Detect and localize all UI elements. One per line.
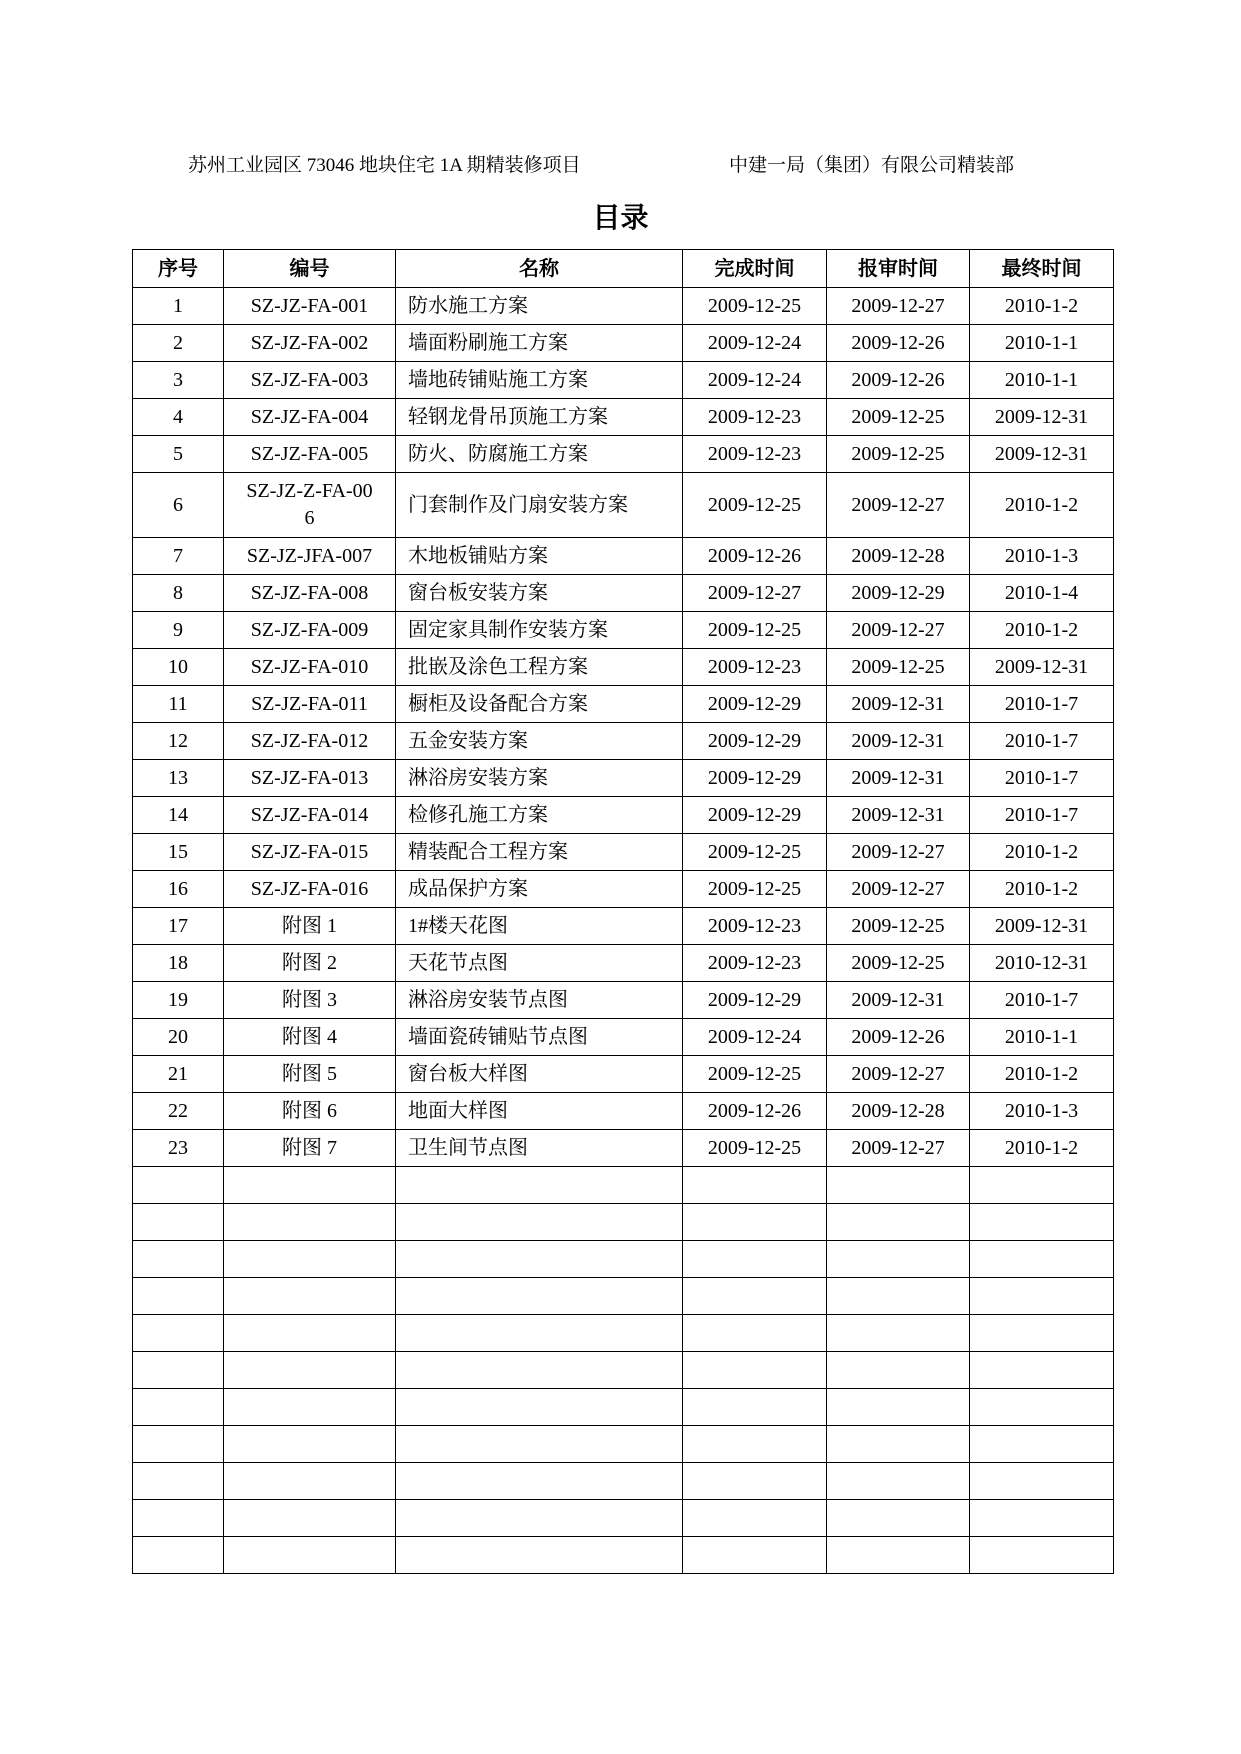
- cell-final: 2010-1-3: [970, 1093, 1114, 1130]
- cell-code: [224, 1093, 396, 1130]
- table-row: [133, 362, 1114, 399]
- header-company: 中建一局（集团）有限公司精装部: [729, 155, 1015, 176]
- blank-row: [133, 1537, 1114, 1574]
- cell-done: 2009-12-23: [683, 908, 827, 945]
- cell-code-text: 附图 4: [282, 1025, 337, 1048]
- cell-review: 2009-12-28: [827, 1093, 970, 1130]
- cell-code: [224, 575, 396, 612]
- table-row: [133, 649, 1114, 686]
- cell-code-text: SZ-JZ-FA-011: [251, 692, 368, 715]
- table-row: [133, 982, 1114, 1019]
- cell-review: 2009-12-31: [827, 686, 970, 723]
- blank-cell: [683, 1426, 827, 1463]
- blank-cell: [827, 1278, 970, 1315]
- blank-cell: [396, 1204, 683, 1241]
- table-row: [133, 1056, 1114, 1093]
- cell-review: 2009-12-27: [827, 473, 970, 538]
- cell-no: 9: [133, 612, 224, 649]
- column-header-no: 序号: [133, 250, 224, 288]
- cell-name: 橱柜及设备配合方案: [396, 686, 683, 723]
- cell-review: 2009-12-28: [827, 538, 970, 575]
- blank-cell: [970, 1241, 1114, 1278]
- cell-no: 18: [133, 945, 224, 982]
- cell-name: 固定家具制作安装方案: [396, 612, 683, 649]
- cell-review: 2009-12-27: [827, 1056, 970, 1093]
- table-row: [133, 436, 1114, 473]
- blank-cell: [970, 1315, 1114, 1352]
- blank-cell: [970, 1537, 1114, 1574]
- blank-cell: [827, 1315, 970, 1352]
- cell-final: 2009-12-31: [970, 436, 1114, 473]
- cell-review: 2009-12-31: [827, 797, 970, 834]
- blank-cell: [827, 1241, 970, 1278]
- cell-code: [224, 908, 396, 945]
- cell-name: 地面大样图: [396, 1093, 683, 1130]
- cell-code: [224, 473, 396, 538]
- cell-final: 2010-1-1: [970, 362, 1114, 399]
- cell-done: 2009-12-26: [683, 538, 827, 575]
- table-row: [133, 1019, 1114, 1056]
- blank-cell: [970, 1352, 1114, 1389]
- cell-review: 2009-12-25: [827, 399, 970, 436]
- cell-code-text: SZ-JZ-FA-010: [250, 655, 369, 678]
- blank-cell: [970, 1167, 1114, 1204]
- table-row: [133, 612, 1114, 649]
- blank-cell: [970, 1389, 1114, 1426]
- cell-code-text: SZ-JZ-FA-001: [250, 294, 369, 317]
- cell-name: 检修孔施工方案: [396, 797, 683, 834]
- blank-cell: [970, 1204, 1114, 1241]
- cell-code: [224, 436, 396, 473]
- blank-cell: [396, 1389, 683, 1426]
- cell-review: 2009-12-26: [827, 325, 970, 362]
- blank-cell: [133, 1389, 224, 1426]
- cell-done: 2009-12-23: [683, 649, 827, 686]
- table-row: [133, 797, 1114, 834]
- cell-name: 成品保护方案: [396, 871, 683, 908]
- cell-name: 卫生间节点图: [396, 1130, 683, 1167]
- blank-cell: [133, 1241, 224, 1278]
- cell-code: [224, 834, 396, 871]
- table-row: [133, 686, 1114, 723]
- cell-code-text: SZ-JZ-FA-009: [250, 618, 369, 641]
- cell-done: 2009-12-24: [683, 325, 827, 362]
- cell-code: [224, 1056, 396, 1093]
- cell-done: 2009-12-25: [683, 612, 827, 649]
- cell-name: 窗台板大样图: [396, 1056, 683, 1093]
- cell-final: 2010-1-4: [970, 575, 1114, 612]
- cell-final: 2010-1-2: [970, 612, 1114, 649]
- blank-cell: [827, 1167, 970, 1204]
- blank-cell: [970, 1500, 1114, 1537]
- blank-cell: [970, 1426, 1114, 1463]
- cell-review: 2009-12-25: [827, 649, 970, 686]
- blank-cell: [683, 1389, 827, 1426]
- cell-done: 2009-12-27: [683, 575, 827, 612]
- cell-no: 17: [133, 908, 224, 945]
- blank-cell: [683, 1278, 827, 1315]
- blank-cell: [683, 1241, 827, 1278]
- table-row: [133, 538, 1114, 575]
- cell-no: 15: [133, 834, 224, 871]
- blank-cell: [224, 1537, 396, 1574]
- cell-code-text: SZ-JZ-FA-005: [250, 442, 369, 465]
- cell-done: 2009-12-29: [683, 982, 827, 1019]
- cell-name: 防火、防腐施工方案: [396, 436, 683, 473]
- blank-cell: [133, 1204, 224, 1241]
- cell-final: 2009-12-31: [970, 649, 1114, 686]
- cell-review: 2009-12-27: [827, 612, 970, 649]
- cell-name: 轻钢龙骨吊顶施工方案: [396, 399, 683, 436]
- blank-cell: [133, 1315, 224, 1352]
- blank-cell: [224, 1241, 396, 1278]
- table-row: [133, 1130, 1114, 1167]
- cell-code-text: 附图 7: [282, 1136, 337, 1159]
- table-row: [133, 575, 1114, 612]
- cell-no: 4: [133, 399, 224, 436]
- blank-cell: [396, 1463, 683, 1500]
- blank-cell: [396, 1352, 683, 1389]
- cell-done: 2009-12-25: [683, 1130, 827, 1167]
- cell-done: 2009-12-29: [683, 723, 827, 760]
- page-title: 目录: [592, 201, 649, 234]
- blank-cell: [396, 1278, 683, 1315]
- blank-row: [133, 1463, 1114, 1500]
- cell-code-text: SZ-JZ-FA-013: [250, 766, 369, 789]
- cell-done: 2009-12-25: [683, 1056, 827, 1093]
- cell-review: 2009-12-27: [827, 834, 970, 871]
- blank-cell: [683, 1500, 827, 1537]
- cell-done: 2009-12-23: [683, 399, 827, 436]
- blank-cell: [396, 1315, 683, 1352]
- blank-cell: [396, 1426, 683, 1463]
- column-header-review: 报审时间: [827, 250, 970, 288]
- cell-final: 2010-1-3: [970, 538, 1114, 575]
- blank-cell: [224, 1278, 396, 1315]
- cell-final: 2010-1-2: [970, 834, 1114, 871]
- cell-done: 2009-12-25: [683, 288, 827, 325]
- cell-review: 2009-12-26: [827, 362, 970, 399]
- cell-code: [224, 723, 396, 760]
- cell-code: [224, 982, 396, 1019]
- cell-final: 2010-1-7: [970, 686, 1114, 723]
- blank-cell: [224, 1167, 396, 1204]
- blank-cell: [224, 1315, 396, 1352]
- blank-cell: [827, 1537, 970, 1574]
- cell-code-text: 附图 2: [282, 951, 337, 974]
- cell-code-text: SZ-JZ-JFA-007: [246, 544, 373, 567]
- cell-review: 2009-12-31: [827, 982, 970, 1019]
- cell-final: 2010-1-1: [970, 325, 1114, 362]
- cell-no: 1: [133, 288, 224, 325]
- cell-name: 天花节点图: [396, 945, 683, 982]
- cell-name: 批嵌及涂色工程方案: [396, 649, 683, 686]
- cell-no: 19: [133, 982, 224, 1019]
- blank-cell: [683, 1463, 827, 1500]
- blank-cell: [133, 1463, 224, 1500]
- cell-name: 防水施工方案: [396, 288, 683, 325]
- cell-no: 3: [133, 362, 224, 399]
- cell-code: [224, 399, 396, 436]
- cell-name: 窗台板安装方案: [396, 575, 683, 612]
- cell-no: 6: [133, 473, 224, 538]
- table-row: [133, 945, 1114, 982]
- cell-done: 2009-12-25: [683, 834, 827, 871]
- cell-review: 2009-12-27: [827, 1130, 970, 1167]
- cell-code: [224, 797, 396, 834]
- cell-no: 12: [133, 723, 224, 760]
- cell-code-text: 附图 3: [282, 988, 337, 1011]
- cell-no: 16: [133, 871, 224, 908]
- table-row: [133, 908, 1114, 945]
- blank-cell: [133, 1426, 224, 1463]
- cell-done: 2009-12-23: [683, 945, 827, 982]
- blank-cell: [683, 1204, 827, 1241]
- cell-final: 2010-1-2: [970, 871, 1114, 908]
- blank-cell: [827, 1463, 970, 1500]
- cell-done: 2009-12-29: [683, 760, 827, 797]
- blank-cell: [970, 1463, 1114, 1500]
- blank-cell: [396, 1537, 683, 1574]
- cell-done: 2009-12-23: [683, 436, 827, 473]
- cell-no: 11: [133, 686, 224, 723]
- cell-code-text: SZ-JZ-FA-015: [250, 840, 369, 863]
- blank-cell: [224, 1426, 396, 1463]
- cell-review: 2009-12-25: [827, 436, 970, 473]
- cell-code: [224, 538, 396, 575]
- cell-code-text: 附图 5: [282, 1062, 337, 1085]
- cell-code: [224, 686, 396, 723]
- column-header-code: 编号: [224, 250, 396, 288]
- blank-cell: [133, 1352, 224, 1389]
- blank-cell: [827, 1352, 970, 1389]
- cell-name: 墙面粉刷施工方案: [396, 325, 683, 362]
- blank-cell: [827, 1426, 970, 1463]
- table-row: [133, 325, 1114, 362]
- cell-code-text: SZ-JZ-FA-008: [250, 581, 369, 604]
- cell-done: 2009-12-26: [683, 1093, 827, 1130]
- column-header-final: 最终时间: [970, 250, 1114, 288]
- cell-final: 2010-1-2: [970, 1056, 1114, 1093]
- cell-code: [224, 760, 396, 797]
- cell-code: [224, 871, 396, 908]
- cell-code-text: 附图 6: [282, 1099, 337, 1122]
- cell-name: 墙地砖铺贴施工方案: [396, 362, 683, 399]
- cell-code-text: SZ-JZ-Z-FA-00: [246, 480, 373, 502]
- blank-row: [133, 1426, 1114, 1463]
- cell-no: 13: [133, 760, 224, 797]
- cell-code: [224, 1019, 396, 1056]
- cell-no: 2: [133, 325, 224, 362]
- cell-name: 墙面瓷砖铺贴节点图: [396, 1019, 683, 1056]
- table-row: [133, 1093, 1114, 1130]
- cell-no: 7: [133, 538, 224, 575]
- cell-code: [224, 362, 396, 399]
- blank-cell: [683, 1167, 827, 1204]
- cell-done: 2009-12-24: [683, 1019, 827, 1056]
- cell-code-text-wrap: 6: [304, 507, 315, 529]
- table-header-row: [133, 250, 1114, 288]
- blank-cell: [396, 1500, 683, 1537]
- blank-cell: [224, 1463, 396, 1500]
- cell-code-text: 附图 1: [282, 914, 337, 937]
- blank-row: [133, 1500, 1114, 1537]
- cell-code: [224, 612, 396, 649]
- cell-name: 五金安装方案: [396, 723, 683, 760]
- blank-row: [133, 1204, 1114, 1241]
- cell-review: 2009-12-31: [827, 760, 970, 797]
- cell-final: 2009-12-31: [970, 908, 1114, 945]
- blank-row: [133, 1389, 1114, 1426]
- cell-final: 2010-1-2: [970, 473, 1114, 538]
- cell-final: 2010-1-7: [970, 760, 1114, 797]
- blank-cell: [133, 1278, 224, 1315]
- blank-cell: [133, 1167, 224, 1204]
- cell-code: [224, 288, 396, 325]
- blank-row: [133, 1167, 1114, 1204]
- cell-review: 2009-12-25: [827, 908, 970, 945]
- cell-done: 2009-12-25: [683, 871, 827, 908]
- blank-cell: [683, 1537, 827, 1574]
- blank-cell: [133, 1500, 224, 1537]
- blank-row: [133, 1241, 1114, 1278]
- contents-table: [132, 249, 1114, 1574]
- blank-cell: [827, 1204, 970, 1241]
- blank-cell: [827, 1389, 970, 1426]
- cell-code: [224, 649, 396, 686]
- cell-name: 精装配合工程方案: [396, 834, 683, 871]
- table-row: [133, 760, 1114, 797]
- cell-final: 2009-12-31: [970, 399, 1114, 436]
- cell-final: 2010-1-7: [970, 797, 1114, 834]
- header-project: 苏州工业园区 73046 地块住宅 1A 期精装修项目: [188, 155, 581, 176]
- table-row: [133, 473, 1114, 538]
- cell-code: [224, 945, 396, 982]
- cell-review: 2009-12-27: [827, 288, 970, 325]
- cell-name: 1#楼天花图: [396, 908, 683, 945]
- blank-cell: [970, 1278, 1114, 1315]
- blank-cell: [224, 1204, 396, 1241]
- cell-name: 淋浴房安装方案: [396, 760, 683, 797]
- cell-code-text: SZ-JZ-FA-012: [250, 729, 369, 752]
- cell-review: 2009-12-29: [827, 575, 970, 612]
- cell-done: 2009-12-29: [683, 797, 827, 834]
- blank-cell: [683, 1352, 827, 1389]
- cell-final: 2010-12-31: [970, 945, 1114, 982]
- table-row: [133, 723, 1114, 760]
- cell-no: 21: [133, 1056, 224, 1093]
- blank-row: [133, 1315, 1114, 1352]
- cell-no: 22: [133, 1093, 224, 1130]
- table-row: [133, 834, 1114, 871]
- cell-no: 20: [133, 1019, 224, 1056]
- cell-review: 2009-12-31: [827, 723, 970, 760]
- cell-no: 8: [133, 575, 224, 612]
- column-header-name: 名称: [396, 250, 683, 288]
- cell-final: 2010-1-7: [970, 982, 1114, 1019]
- cell-no: 14: [133, 797, 224, 834]
- blank-row: [133, 1278, 1114, 1315]
- blank-cell: [396, 1241, 683, 1278]
- cell-no: 23: [133, 1130, 224, 1167]
- cell-code-text: SZ-JZ-FA-016: [250, 877, 369, 900]
- cell-name: 淋浴房安装节点图: [396, 982, 683, 1019]
- cell-done: 2009-12-29: [683, 686, 827, 723]
- cell-code-text: SZ-JZ-FA-002: [250, 331, 369, 354]
- cell-code: [224, 325, 396, 362]
- cell-done: 2009-12-25: [683, 473, 827, 538]
- blank-cell: [224, 1389, 396, 1426]
- cell-name: 木地板铺贴方案: [396, 538, 683, 575]
- cell-code: [224, 1130, 396, 1167]
- blank-cell: [224, 1352, 396, 1389]
- table-row: [133, 871, 1114, 908]
- cell-code-text: SZ-JZ-FA-003: [250, 368, 369, 391]
- blank-cell: [683, 1315, 827, 1352]
- cell-done: 2009-12-24: [683, 362, 827, 399]
- blank-cell: [224, 1500, 396, 1537]
- cell-code-text: SZ-JZ-FA-014: [250, 803, 369, 826]
- cell-final: 2010-1-2: [970, 288, 1114, 325]
- cell-code-text: SZ-JZ-FA-004: [250, 405, 369, 428]
- blank-cell: [827, 1500, 970, 1537]
- table-row: [133, 288, 1114, 325]
- cell-final: 2010-1-1: [970, 1019, 1114, 1056]
- cell-review: 2009-12-27: [827, 871, 970, 908]
- cell-name: 门套制作及门扇安装方案: [396, 473, 683, 538]
- cell-final: 2010-1-2: [970, 1130, 1114, 1167]
- table-row: [133, 399, 1114, 436]
- cell-no: 5: [133, 436, 224, 473]
- cell-final: 2010-1-7: [970, 723, 1114, 760]
- blank-cell: [133, 1537, 224, 1574]
- blank-row: [133, 1352, 1114, 1389]
- cell-review: 2009-12-25: [827, 945, 970, 982]
- column-header-done: 完成时间: [683, 250, 827, 288]
- cell-review: 2009-12-26: [827, 1019, 970, 1056]
- blank-cell: [396, 1167, 683, 1204]
- cell-no: 10: [133, 649, 224, 686]
